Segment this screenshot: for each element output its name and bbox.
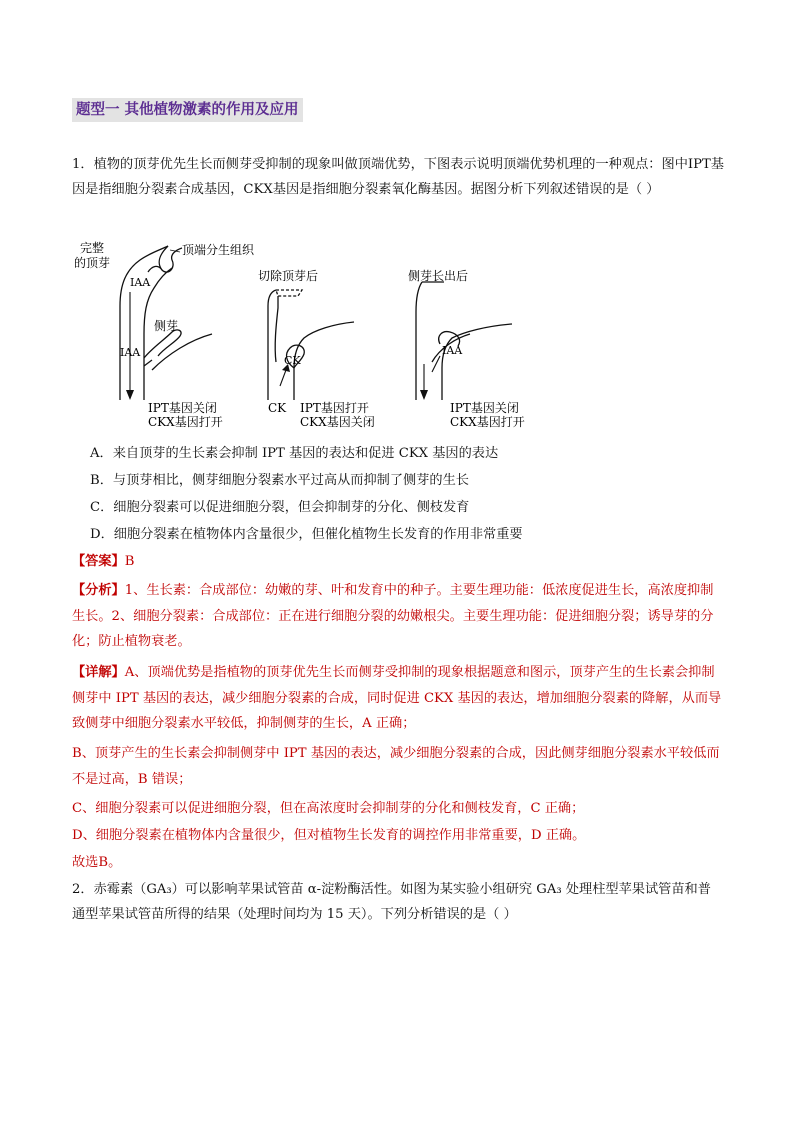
- label-intact-bud: 的顶芽: [74, 256, 111, 270]
- label-p3-ckx: CKX基因打开: [450, 415, 525, 429]
- label-lateral-bud: 侧芽: [154, 319, 179, 333]
- label-apical-meristem: 顶端分生组织: [182, 243, 255, 257]
- option-c: C．细胞分裂素可以促进细胞分裂，但会抑制芽的分化、侧枝发育: [90, 500, 470, 515]
- answer-line: [72, 552, 134, 572]
- analysis-tag: 【分析】: [72, 583, 125, 598]
- detail-tag: 【详解】: [72, 665, 125, 680]
- label-ck-mid: CK: [284, 354, 301, 367]
- option-a: A．来自顶芽的生长素会抑制 IPT 基因的表达和促进 CKX 基因的表达: [90, 446, 499, 461]
- analysis-text: 1、生长素：合成部位：幼嫩的芽、叶和发育中的种子。主要生理功能：低浓度促进生长，高浓度抑制生长。2、细胞分裂素：合成部位：正在进行细胞分裂的幼嫩根尖。主要生理功能：促进细胞分裂；诱导芽的分化；防止植物衰老。: [72, 583, 714, 649]
- detail-block: [72, 660, 724, 737]
- section-title: 题型一 其他植物激素的作用及应用: [72, 98, 303, 122]
- analysis-block: [72, 578, 724, 655]
- label-p1-ckx: CKX基因打开: [148, 415, 223, 429]
- label-ck-low: CK: [268, 401, 287, 415]
- label-iaa-top: IAA: [130, 276, 151, 289]
- label-after-excision: 切除顶芽后: [258, 269, 319, 283]
- label-intact: 完整: [80, 241, 105, 255]
- label-p1-ipt: IPT基因关闭: [148, 401, 217, 415]
- question-1-stem: 1．植物的顶芽优先生长而侧芽受抑制的现象叫做顶端优势，下图表示说明顶端优势机理的一种观点：图中IPT基因是指细胞分裂素合成基因，CKX基因是指细胞分裂素氧化酶基因。据图分析下列叙述错误的是（ ）: [72, 157, 724, 197]
- label-iaa-mid: IAA: [120, 346, 141, 359]
- option-d: D．细胞分裂素在植物体内含量很少，但催化植物生长发育的作用非常重要: [90, 527, 523, 542]
- option-b: B．与顶芽相比，侧芽细胞分裂素水平过高从而抑制了侧芽的生长: [90, 473, 469, 488]
- answer-tag: 【答案】: [72, 554, 125, 569]
- question-2-stem: 2．赤霉素（GA₃）可以影响苹果试管苗 α-淀粉酶活性。如图为某实验小组研究 GA₃ 处理柱型苹果试管苗和普通型苹果试管苗所得的结果（处理时间均为 15 天）。下列分析错误的是（ ）: [72, 882, 711, 922]
- label-p2-ipt: IPT基因打开: [300, 401, 369, 415]
- detail-b: B、顶芽产生的生长素会抑制侧芽中 IPT 基因的表达，减少细胞分裂素的合成，因此侧芽细胞分裂素水平较低而不是过高，B 错误；: [72, 746, 720, 787]
- apical-dominance-figure: [72, 236, 532, 432]
- label-p2-ckx: CKX基因关闭: [300, 415, 375, 429]
- label-p3-ipt: IPT基因关闭: [450, 401, 519, 415]
- detail-a: A、顶端优势是指植物的顶芽优先生长而侧芽受抑制的现象根据题意和图示，顶芽产生的生长素会抑制侧芽中 IPT 基因的表达，减少细胞分裂素的合成，同时促进 CKX 基因的表达，增加细胞分裂素的降解，从而导致侧芽中细胞分裂素水平较低，抑制侧芽的生长，A 正确；: [72, 665, 722, 731]
- detail-c: C、细胞分裂素可以促进细胞分裂，但在高浓度时会抑制芽的分化和侧枝发育，C 正确；: [72, 801, 585, 816]
- detail-d: D、细胞分裂素在植物体内含量很少，但对植物生长发育的调控作用非常重要，D 正确。: [72, 828, 586, 843]
- conclusion: 故选B。: [72, 855, 122, 870]
- answer-value: B: [124, 554, 135, 569]
- label-after-lateral-growth: 侧芽长出后: [408, 269, 469, 283]
- label-p3-iaa: IAA: [442, 344, 463, 357]
